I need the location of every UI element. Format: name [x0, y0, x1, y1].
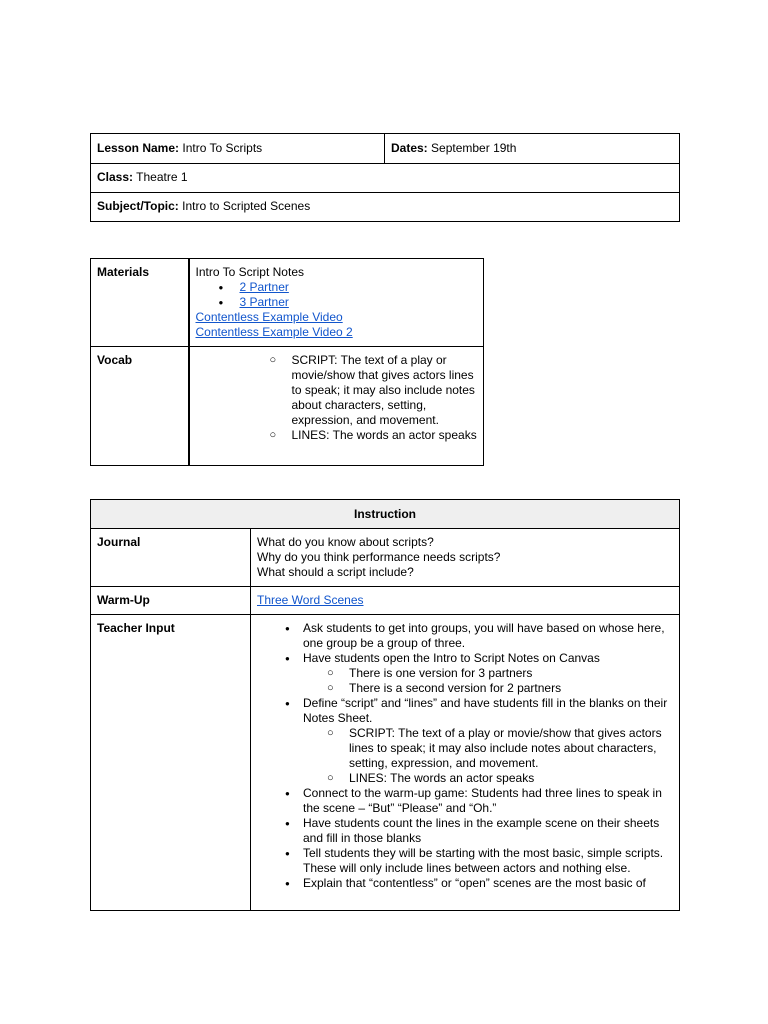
- journal-label: Journal: [91, 529, 251, 587]
- contentless-video-2-link[interactable]: Contentless Example Video 2: [195, 325, 353, 339]
- dates-cell: [385, 134, 680, 164]
- list-item: ● Explain that “contentless” or “open” scenes are the most basic of: [303, 876, 673, 891]
- dates-label: Dates:: [391, 141, 428, 155]
- lesson-name-cell: [91, 134, 385, 164]
- list-item: [303, 651, 673, 696]
- vocab-row: [91, 347, 484, 466]
- contentless-video-link[interactable]: Contentless Example Video: [195, 310, 343, 324]
- instruction-heading: Instruction: [91, 500, 680, 529]
- instruction-header-row: [91, 500, 680, 529]
- vocab-list: [196, 353, 478, 443]
- list-item: [240, 280, 478, 295]
- teacher-input-label: Teacher Input: [91, 615, 251, 911]
- list-item: ● Tell students they will be starting with the most basic, simple scripts. These will only include lines between actors and nothing else.: [303, 846, 673, 876]
- class-value: Theatre 1: [136, 170, 188, 184]
- warmup-cell: [251, 587, 680, 615]
- list-item: [303, 696, 673, 786]
- teacher-input-row: [91, 615, 680, 911]
- journal-cell: [251, 529, 680, 587]
- materials-vocab-table: [90, 258, 484, 466]
- dates-value: September 19th: [431, 141, 517, 155]
- warmup-label: Warm-Up: [91, 587, 251, 615]
- teacher-input-cell: [251, 615, 680, 911]
- three-partner-link[interactable]: 3 Partner: [239, 295, 289, 309]
- vocab-label: Vocab: [91, 347, 189, 466]
- warmup-row: [91, 587, 680, 615]
- list-item-text: Have students open the Intro to Script Notes on Canvas: [303, 651, 600, 665]
- sublist: [303, 666, 673, 696]
- sublist-item: ○ There is one version for 3 partners: [349, 666, 673, 681]
- list-item: ● Ask students to get into groups, you will have based on whose here, one group be a group of three.: [303, 621, 673, 651]
- class-label: Class:: [97, 170, 134, 184]
- vocab-item-script: ○ SCRIPT: The text of a play or movie/show that gives actors lines to speak; it may also include notes about characters, setting, expression, and movement.: [292, 353, 478, 428]
- journal-row: [91, 529, 680, 587]
- instruction-table: [90, 499, 680, 911]
- journal-question: Why do you think performance needs scripts?: [257, 550, 501, 564]
- sublist-item: ○ SCRIPT: The text of a play or movie/show that gives actors lines to speak; it may also include notes about characters, setting, expression, and movement.: [349, 726, 673, 771]
- three-word-scenes-link[interactable]: Three Word Scenes: [257, 593, 364, 607]
- sublist: [303, 726, 673, 786]
- class-row: [91, 164, 680, 193]
- subject-cell: [91, 193, 680, 222]
- list-item: [240, 295, 478, 310]
- sublist-item: ○ There is a second version for 2 partners: [349, 681, 673, 696]
- materials-label: Materials: [91, 259, 189, 347]
- materials-cell: [189, 259, 484, 347]
- teacher-input-list: [257, 621, 673, 891]
- materials-intro: Intro To Script Notes: [195, 265, 304, 279]
- class-cell: [91, 164, 680, 193]
- sublist-item: ○ LINES: The words an actor speaks: [349, 771, 673, 786]
- subject-label: Subject/Topic:: [97, 199, 179, 213]
- journal-question: What should a script include?: [257, 565, 414, 579]
- list-item: ● Connect to the warm-up game: Students had three lines to speak in the scene – “But” “Please” and “Oh.”: [303, 786, 673, 816]
- list-item: ● Have students count the lines in the example scene on their sheets and fill in those blanks: [303, 816, 673, 846]
- materials-row: [91, 259, 484, 347]
- subject-value: Intro to Scripted Scenes: [182, 199, 311, 213]
- vocab-cell: [189, 347, 484, 466]
- subject-row: [91, 193, 680, 222]
- list-item-text: Define “script” and “lines” and have students fill in the blanks on their Notes Sheet.: [303, 696, 668, 725]
- lesson-header-table: [90, 133, 680, 222]
- lesson-name-label: Lesson Name:: [97, 141, 180, 155]
- lesson-name-value: Intro To Scripts: [182, 141, 263, 155]
- vocab-item-lines: ○ LINES: The words an actor speaks: [292, 428, 478, 443]
- two-partner-link[interactable]: 2 Partner: [239, 280, 289, 294]
- materials-list: [196, 280, 478, 310]
- lesson-row: [91, 134, 680, 164]
- journal-question: What do you know about scripts?: [257, 535, 434, 549]
